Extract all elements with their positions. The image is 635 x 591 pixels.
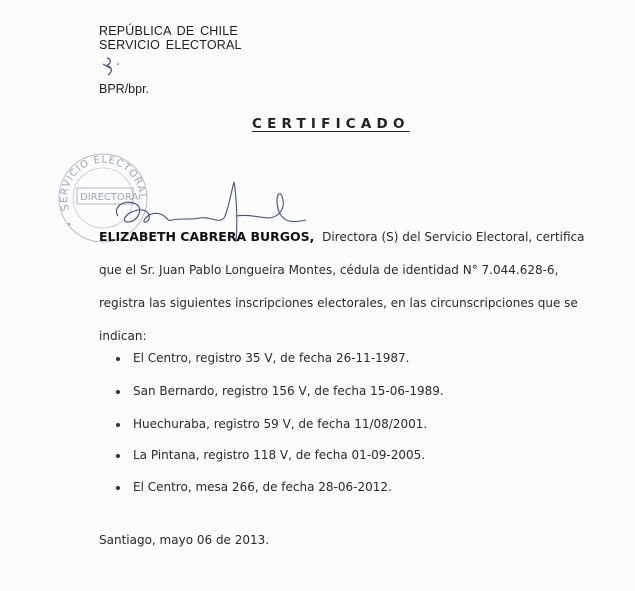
place-and-date: Santiago, mayo 06 de 2013.: [99, 533, 270, 547]
director-name: ELIZABETH CABRERA BURGOS,: [99, 229, 315, 244]
certification-line-4: indican:: [99, 329, 147, 343]
initials-signature-icon: [100, 56, 124, 78]
bullet-icon: [116, 357, 120, 361]
svg-text:DIRECTORA: DIRECTORA: [80, 192, 139, 203]
list-item: San Bernardo, registro 156 V, de fecha 15-06-1989.: [118, 384, 429, 398]
certification-line-2: que el Sr. Juan Pablo Longueira Montes, cédula de identidad N° 7.044.628-6,: [99, 263, 559, 277]
bullet-icon: [116, 423, 120, 427]
header-republic: REPÚBLICA DE CHILE: [99, 24, 238, 38]
bullet-icon: [116, 486, 120, 490]
certification-line-3: registra las siguientes inscripciones electorales, en las circunscripciones que se: [99, 296, 578, 310]
svg-text:SERVICIO ELECTORAL: SERVICIO ELECTORAL: [59, 154, 148, 212]
certification-line-1: [99, 229, 585, 244]
list-item: La Pintana, registro 118 V, de fecha 01-09-2005.: [118, 448, 410, 462]
list-item: El Centro, mesa 266, de fecha 28-06-2012.: [118, 480, 377, 494]
bullet-icon: [116, 390, 120, 394]
bullet-icon: [116, 454, 120, 458]
director-title: Directora (S) del Servicio Electoral, certifica: [322, 230, 585, 244]
reference-initials: BPR/bpr.: [99, 82, 150, 96]
list-item: El Centro, registro 35 V, de fecha 26-11-1987.: [118, 351, 395, 365]
document-title: CERTIFICADO: [252, 116, 410, 132]
header-service: SERVICIO ELECTORAL: [99, 38, 242, 52]
list-item: Huechuraba, registro 59 V, de fecha 11/08/2001.: [118, 417, 412, 431]
